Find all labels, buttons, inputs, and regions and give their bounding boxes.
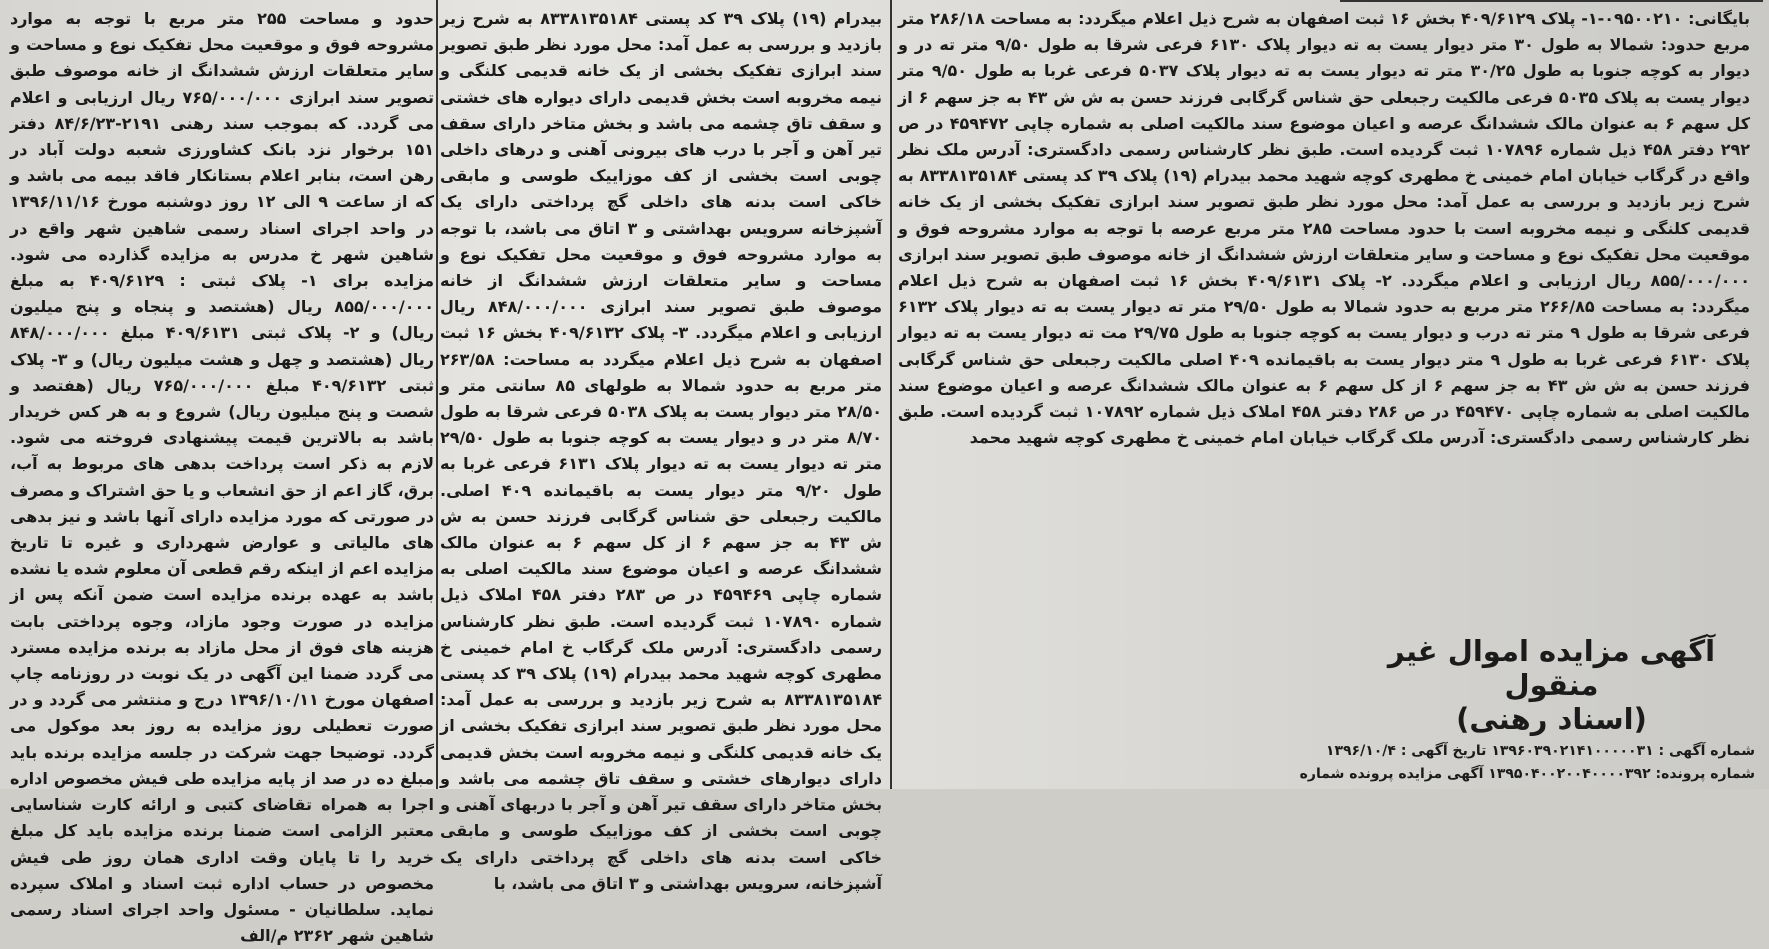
frame-top-rule: [1340, 0, 1763, 2]
notice-column-3: [10, 6, 435, 946]
column-3-text: حدود و مساحت ۲۵۵ متر مربع با توجه به موارد مشروحه فوق و موقعیت محل تفکیک نوع و مساحت و سایر متعلقات ارزش ششدانگ از خانه موصوف طبق تصویر سند ابرازی ۷۶۵/۰۰۰/۰۰۰ ریال ارزیابی و اعلام می گردد. که بموجب سند رهنی ۲۱۹۱-۸۴/۶/۲۳ دفتر ۱۵۱ برخوار نزد بانک کشاورزی شعبه دولت آباد در رهن است، بنابر اعلام بستانکار فاقد بیمه می باشد و که از ساعت ۹ الی ۱۲ روز دوشنبه مورخ ۱۳۹۶/۱۱/۱۶ در واحد اجرای اسناد رسمی شاهین شهر واقع در شاهین شهر خ مدرس به مزایده گذارده می شود. مزایده برای ۱- پلاک ثبتی : ۴۰۹/۶۱۲۹ به مبلغ ۸۵۵/۰۰۰/۰۰۰ ریال (هشتصد و پنجاه و پنج میلیون ریال) و ۲- پلاک ثبتی ۴۰۹/۶۱۳۱ مبلغ ۸۴۸/۰۰۰/۰۰۰ ریال (هشتصد و چهل و هشت میلیون ریال) و ۳- پلاک ثبتی ۴۰۹/۶۱۳۲ مبلغ ۷۶۵/۰۰۰/۰۰۰ ریال (هفتصد و شصت و پنج میلیون ریال) شروع و به هر کس خریدار باشد به بالاترین قیمت پیشنهادی فروخته می شود. لازم به ذکر است پرداخت بدهی های مربوط به آب، برق، گاز اعم از حق انشعاب و یا حق اشتراک و مصرف در صورتی که مورد مزایده دارای آنها باشد و نیز بدهی های مالیاتی و عوارض شهرداری و غیره تا تاریخ مزایده اعم از اینکه رقم قطعی آن معلوم شده یا نشده باشد به عهده برنده مزایده است ضمن آنکه پس از مزایده در صورت وجود مازاد، وجوه پرداختی بابت هزینه های فوق از محل مازاد به برنده مزایده مسترد می گردد ضمنا این آگهی در یک نوبت در روزنامه چاپ اصفهان مورخ ۱۳۹۶/۱۰/۱۱ درج و منتشر می گردد و در صورت تعطیلی روز مزایده به روز بعد موکول می گردد. توضیحا جهت شرکت در جلسه مزایده برنده باید مبلغ ده در صد از پایه مزایده طی فیش مخصوص اداره اجرا به همراه تقاضای کتبی و ارائه کارت شناسایی معتبر الزامی است ضمنا برنده مزایده باید کل مبلغ خرید را تا پایان وقت اداری همان روز طی فیش مخصوص در حساب اداره ثبت اسناد و املاک سپرده نماید. سلطانیان - مسئول واحد اجرای اسناد رسمی شاهین شهر ۲۳۶۲ م/الف: [10, 9, 435, 946]
column-divider: [890, 0, 892, 789]
notice-column-2: [440, 6, 883, 893]
notice-title: آگهی مزایده اموال غیر منقول: [1387, 634, 1716, 702]
column-divider: [436, 0, 438, 789]
notice-number-line: شماره آگهی : ۱۳۹۶۰۳۹۰۲۱۴۱۰۰۰۰۰۳۱ تاریخ آگهی : ۱۳۹۶/۱۰/۴: [1325, 743, 1755, 759]
notice-title-block: [1340, 634, 1763, 736]
notice-column-1: [898, 6, 1750, 642]
notice-subtitle: (اسناد رهنی): [1456, 702, 1647, 736]
column-2-text: بیدرام (۱۹) پلاک ۳۹ کد پستی ۸۳۳۸۱۳۵۱۸۴ به شرح زیر بازدید و بررسی به عمل آمد: محل مورد نظر طبق تصویر سند ابرازی تفکیک بخشی از یک خانه قدیمی کلنگی و نیمه مخروبه است بخش قدیمی دارای دیواره های خشتی و سقف تاق چشمه می باشد و بخش متاخر دارای سقف تیر آهن و آجر با درب های بیرونی آهنی و درهای داخلی چوبی است بخشی از کف موزاییک طوسی و مابقی خاکی است بدنه های داخلی گچ پرداختی دارای یک آشپزخانه سرویس بهداشتی و ۳ اتاق می باشد، با توجه به موارد مشروحه فوق و موقعیت محل تفکیک نوع و مساحت و سایر متعلقات ارزش ششدانگ از خانه موصوف طبق تصویر سند ابرازی ۸۴۸/۰۰۰/۰۰۰ ریال ارزیابی و اعلام میگردد. ۳- پلاک ۴۰۹/۶۱۳۲ بخش ۱۶ ثبت اصفهان به شرح ذیل اعلام میگردد به مساحت: ۲۶۳/۵۸ متر مربع به حدود شمالا به طولهای ۸۵ سانتی متر و ۲۸/۵۰ متر دیوار یست به پلاک ۵۰۳۸ فرعی شرقا به طول ۸/۷۰ متر در و دیوار یست به کوچه جنوبا به طول ۲۹/۵۰ متر ته دیوار یست به ته دیوار پلاک ۶۱۳۱ فرعی غربا به طول ۹/۲۰ متر دیوار یست به باقیمانده ۴۰۹ اصلی. مالکیت رجبعلی حق شناس گرگابی فرزند حسن به ش ش ۴۳ به جز سهم ۶ از کل سهم ۶ به عنوان مالک ششدانگ عرصه و اعیان موضوع سند مالکیت اصلی به شماره چاپی ۴۵۹۴۶۹ در ص ۲۸۳ دفتر ۴۵۸ املاک ذیل شماره ۱۰۷۸۹۰ ثبت گردیده است. طبق نظر کارشناس رسمی دادگستری: آدرس ملک گرگاب خ امام خمینی خ مطهری کوچه شهید محمد بیدرام (۱۹) پلاک ۳۹ کد پستی ۸۳۳۸۱۳۵۱۸۴ به شرح زیر بازدید و بررسی به عمل آمد: محل مورد نظر طبق تصویر سند ابرازی تفکیک بخشی از یک خانه قدیمی کلنگی و نیمه مخروبه است بخش قدیمی دارای دیوارهای خشتی و سقف تاق چشمه می باشد و بخش متاخر دارای سقف تیر آهن و آجر با دربهای آهنی و چوبی است بخشی از کف موزاییک طوسی و مابقی خاکی است بدنه های داخلی گچ پرداختی دارای یک آشپزخانه، سرویس بهداشتی و ۳ اتاق می باشد، با: [440, 9, 883, 893]
column-1-text: بایگانی: ۰۹۵۰۰۲۱۰-۱- پلاک ۴۰۹/۶۱۲۹ بخش ۱۶ ثبت اصفهان به شرح ذیل اعلام میگردد: به مساحت ۲۸۶/۱۸ متر مربع حدود: شمالا به طول ۳۰ متر دیوار یست به ته دیوار پلاک ۶۱۳۰ فرعی شرقا به طول ۹/۵۰ متر ته در و دیوار به کوچه جنوبا به طول ۳۰/۲۵ متر ته دیوار یست به ته دیوار پلاک ۵۰۳۷ فرعی غربا به طول ۹/۵۰ متر دیوار یست به پلاک ۵۰۳۵ فرعی مالکیت رجبعلی حق شناس گرگابی فرزند حسن به ش ش ۴۳ به جز سهم ۶ از کل سهم ۶ به عنوان مالک ششدانگ عرصه و اعیان موضوع سند مالکیت اصلی به شماره چاپی ۴۵۹۴۷۲ در ص ۲۹۲ دفتر ۴۵۸ ذیل شماره ۱۰۷۸۹۶ ثبت گردیده است. طبق نظر کارشناس رسمی دادگستری: آدرس ملک نظر واقع در گرگاب خیابان امام خمینی خ مطهری کوچه شهید محمد بیدرام (۱۹) پلاک ۳۹ کد پستی ۸۳۳۸۱۳۵۱۸۴ به شرح زیر بازدید و بررسی به عمل آمد: محل مورد نظر طبق تصویر سند ابرازی تفکیک بخشی از یک خانه قدیمی کلنگی و نیمه مخروبه است با حدود مساحت ۲۸۵ متر مربع عرصه با توجه به موارد مشروحه فوق و موقعیت محل تفکیک نوع و مساحت و سایر متعلقات ارزش ششدانگ از خانه موصوف طبق تصویر سند ابرازی ۸۵۵/۰۰۰/۰۰۰ ریال ارزیابی و اعلام میگردد. ۲- پلاک ۴۰۹/۶۱۳۱ بخش ۱۶ ثبت اصفهان به شرح ذیل اعلام میگردد: به مساحت ۲۶۶/۸۵ متر مربع به حدود شمالا به طول ۲۹/۵۰ متر ته دیوار یست به ته دیوار پلاک ۶۱۳۲ فرعی شرقا به طول ۹ متر ته درب و دیوار یست به کوچه جنوبا به طول ۲۹/۷۵ مت ته دیوار یست به ته دیوار پلاک ۶۱۳۰ فرعی غربا به طول ۹ متر دیوار یست به باقیمانده ۴۰۹ اصلی مالکیت رجبعلی حق شناس گرگابی فرزند حسن به ش ش ۴۳ به جز سهم ۶ از کل سهم ۶ به عنوان مالک ششدانگ عرصه و اعیان موضوع سند مالکیت اصلی به شماره چاپی ۴۵۹۴۷۰ در ص ۲۸۶ دفتر ۴۵۸ املاک ذیل شماره ۱۰۷۸۹۲ ثبت گردیده است. طبق نظر کارشناس رسمی دادگستری: آدرس ملک گرگاب خیابان امام خمینی خ مطهری کوچه شهید محمد: [898, 9, 1751, 448]
case-number-line: شماره پرونده: ۱۳۹۵۰۴۰۰۲۰۰۴۰۰۰۰۳۹۲ آگهی مزایده پرونده شماره: [1299, 766, 1755, 782]
